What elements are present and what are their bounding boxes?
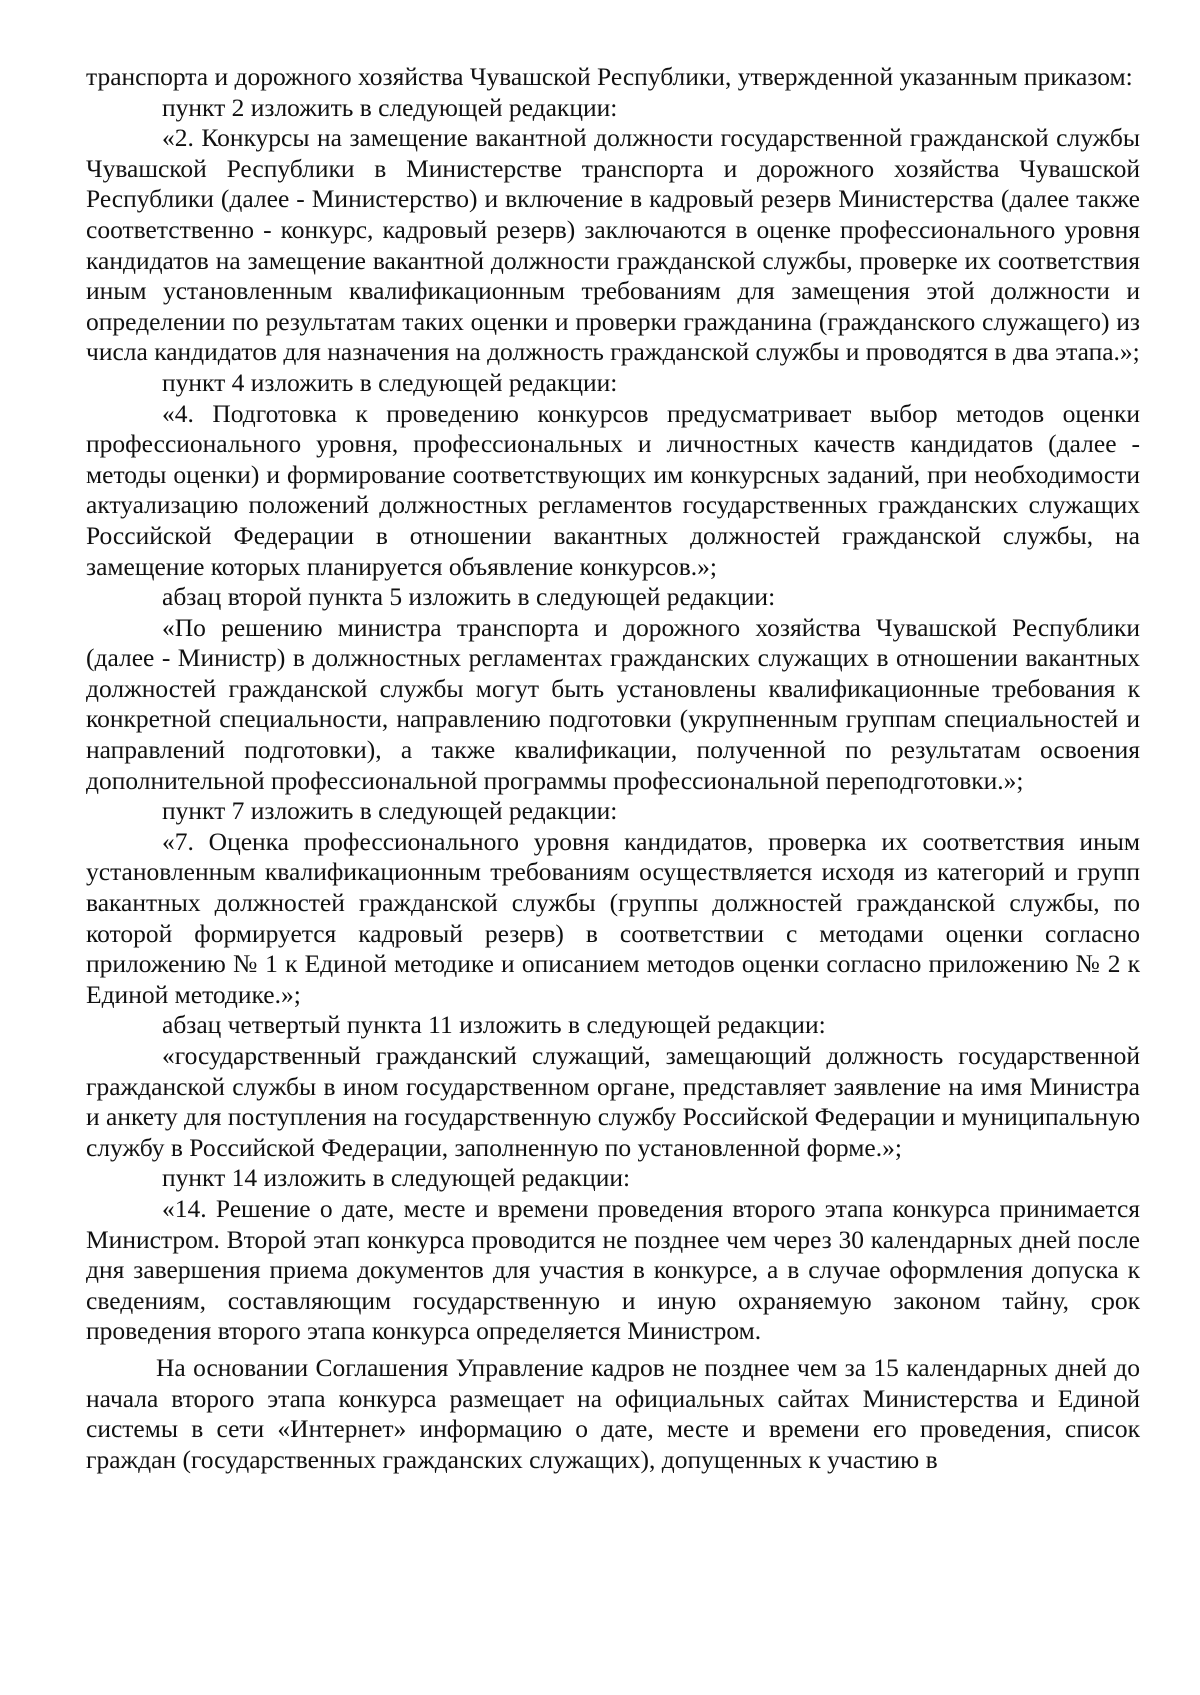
document-page (86, 62, 1140, 1475)
paragraph-item-14-text: «14. Решение о дате, месте и времени проведения второго этапа конкурса принимается Министром. Второй этап конкурса проводится не позднее чем через 30 календарных дней после дня завершения приема документов для участия в конкурсе, а в случае оформления допуска к сведениям, составляющим государственную и иную охраняемую законом тайну, срок проведения второго этапа конкурса определяется Министром. (86, 1193, 1140, 1346)
paragraph-item-5-text: «По решению министра транспорта и дорожного хозяйства Чувашской Республики (далее - Министр) в должностных регламентах гражданских служащих в отношении вакантных должностей гражданской службы могут быть установлены квалификационные требования к конкретной специальности, направлению подготовки (укрупненным группам специальностей и направлений подготовки), а также квалификации, полученной по результатам освоения дополнительной профессиональной программы профессиональной переподготовки.»; (86, 612, 1140, 795)
paragraph-agreement: На основании Соглашения Управление кадров не позднее чем за 15 календарных дней до начала второго этапа конкурса размещает на официальных сайтах Министерства и Единой системы в сети «Интернет» информацию о дате, месте и времени его проведения, список граждан (государственных гражданских служащих), допущенных к участию в (86, 1352, 1140, 1474)
paragraph-item-4-text: «4. Подготовка к проведению конкурсов предусматривает выбор методов оценки профессионального уровня, профессиональных и личностных качеств кандидатов (далее - методы оценки) и формирование соответствующих им конкурсных заданий, при необходимости актуализацию положений должностных регламентов государственных гражданских служащих Российской Федерации в отношении вакантных должностей гражданской службы, на замещение которых планируется объявление конкурсов.»; (86, 398, 1140, 581)
paragraph-item-5-heading: абзац второй пункта 5 изложить в следующей редакции: (162, 582, 776, 612)
paragraph-item-4-heading: пункт 4 изложить в следующей редакции: (162, 367, 618, 397)
paragraph-intro: транспорта и дорожного хозяйства Чувашской Республики, утвержденной указанным приказом: (86, 62, 1133, 91)
paragraph-item-11-text: «государственный гражданский служащий, замещающий должность государственной гражданской службы в ином государственном органе, представляет заявление на имя Министра и анкету для поступления на государственную службу Российской Федерации и муниципальную службу в Российской Федерации, заполненную по установленной форме.»; (86, 1041, 1140, 1162)
paragraph-item-2-text: «2. Конкурсы на замещение вакантной должности государственной гражданской службы Чувашской Республики в Министерстве транспорта и дорожного хозяйства Чувашской Республики (далее - Министерство) и включение в кадровый резерв Министерства (далее также соответственно - конкурс, кадровый резерв) заключаются в оценке профессионального уровня кандидатов на замещение вакантной должности гражданской службы, проверке их соответствия иным установленным квалификационным требованиям для замещения этой должности и определении по результатам таких оценки и проверки гражданина (гражданского служащего) из числа кандидатов для назначения на должность гражданской службы и проводятся в два этапа.»; (86, 123, 1140, 367)
paragraph-item-7-heading: пункт 7 изложить в следующей редакции: (162, 796, 618, 826)
paragraph-item-7-text: «7. Оценка профессионального уровня кандидатов, проверка их соответствия иным установленным квалификационным требованиям осуществляется исходя из категорий и групп вакантных должностей гражданской службы (группы должностей гражданской службы, по которой формируется кадровый резерв) в соответствии с методами оценки согласно приложению № 1 к Единой методике и описанием методов оценки согласно приложению № 2 к Единой методике.»; (86, 826, 1140, 1009)
paragraph-item-14-heading: пункт 14 изложить в следующей редакции: (162, 1163, 631, 1193)
paragraph-item-11-heading: абзац четвертый пункта 11 изложить в следующей редакции: (162, 1010, 826, 1040)
paragraph-item-2-heading: пункт 2 изложить в следующей редакции: (162, 92, 618, 122)
